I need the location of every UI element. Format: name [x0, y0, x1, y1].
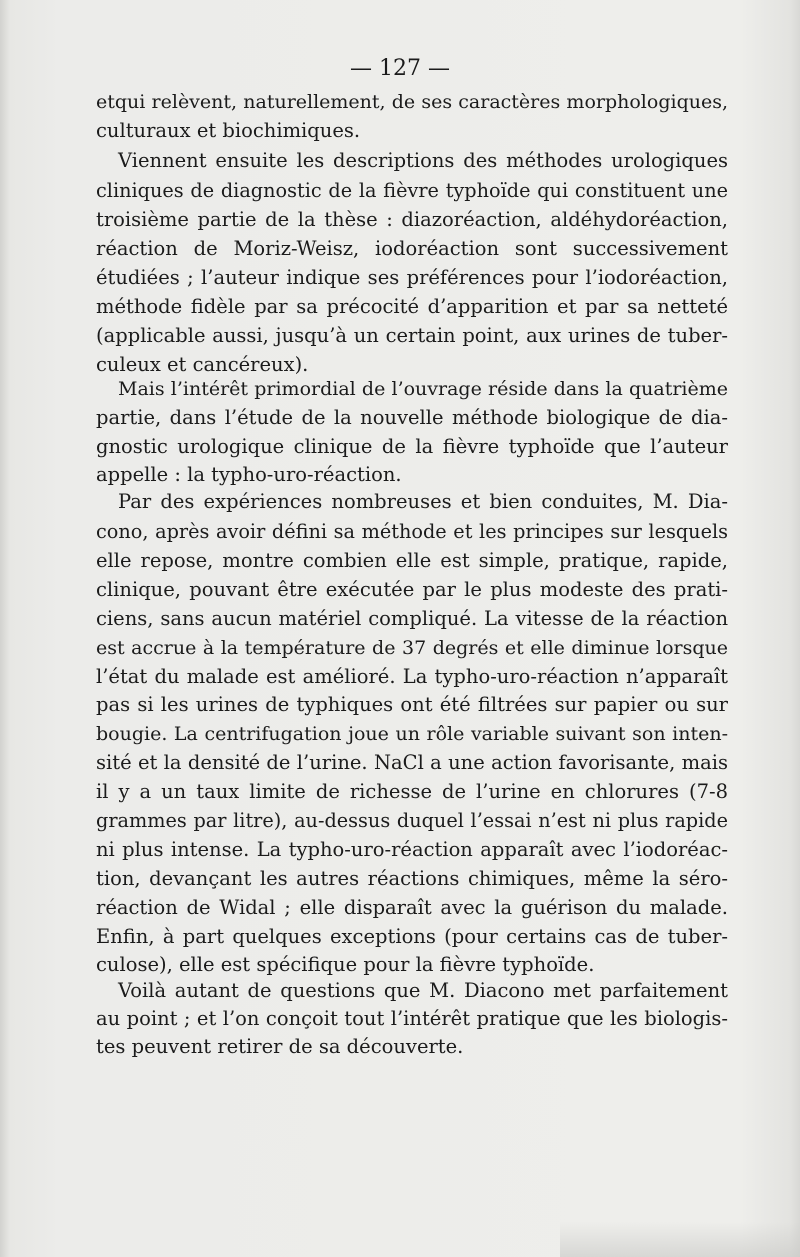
text-line: tes peuvent retirer de sa découverte.: [96, 1035, 464, 1058]
text-line: elle repose, montre combien elle est simple, pratique, rapide,: [96, 549, 728, 572]
text-line: tion, devançant les autres réactions chimiques, même la séro-: [96, 867, 728, 890]
text-line: gnostic urologique clinique de la fièvre typhoïde que l’auteur: [96, 435, 728, 458]
text-line: partie, dans l’étude de la nouvelle méthode biologique de dia-: [96, 406, 728, 429]
text-line: ciens, sans aucun matériel compliqué. La vitesse de la réaction: [96, 607, 728, 630]
text-line: Enfin, à part quelques exceptions (pour certains cas de tuber-: [96, 925, 728, 948]
text-line: réaction de Moriz-Weisz, iodoréaction sont successivement: [96, 237, 728, 260]
text-line: au point ; et l’on conçoit tout l’intérêt pratique que les biologis-: [96, 1007, 728, 1030]
text-line: (applicable aussi, jusqu’à un certain point, aux urines de tuber-: [96, 324, 728, 347]
text-line: pas si les urines de typhiques ont été filtrées sur papier ou sur: [96, 693, 728, 716]
text-line: cliniques de diagnostic de la fièvre typhoïde qui constituent une: [96, 179, 728, 202]
text-line: culeux et cancéreux).: [96, 353, 309, 376]
text-line: Viennent ensuite les descriptions des méthodes urologiques: [118, 149, 728, 172]
text-line: est accrue à la température de 37 degrés et elle diminue lorsque: [96, 637, 728, 659]
text-line: méthode fidèle par sa précocité d’apparition et par sa netteté: [96, 295, 728, 318]
text-line: l’état du malade est amélioré. La typho-uro-réaction n’apparaît: [96, 665, 728, 688]
text-line: clinique, pouvant être exécutée par le plus modeste des prati-: [96, 578, 728, 601]
text-line: bougie. La centrifugation joue un rôle variable suivant son inten-: [96, 723, 728, 745]
text-line: appelle : la typho-uro-réaction.: [96, 463, 402, 486]
text-line: etqui relèvent, naturellement, de ses caractères morphologiques,: [96, 91, 728, 113]
text-line: Mais l’intérêt primordial de l’ouvrage réside dans la quatrième: [118, 378, 728, 400]
page-number: — 127 —: [350, 56, 450, 81]
text-line: étudiées ; l’auteur indique ses préférences pour l’iodoréaction,: [96, 266, 728, 289]
text-line: culose), elle est spécifique pour la fièvre typhoïde.: [96, 953, 595, 976]
text-line: ni plus intense. La typho-uro-réaction apparaît avec l’iodoréac-: [96, 838, 728, 861]
text-line: il y a un taux limite de richesse de l’urine en chlorures (7-8: [96, 780, 728, 803]
text-line: culturaux et biochimiques.: [96, 119, 361, 142]
text-line: sité et la densité de l’urine. NaCl a une action favorisante, mais: [96, 751, 728, 774]
text-line: Voilà autant de questions que M. Diacono met parfaitement: [118, 979, 728, 1002]
page-edge-shadow: [560, 1222, 800, 1257]
text-line: réaction de Widal ; elle disparaît avec la guérison du malade.: [96, 896, 728, 919]
text-line: cono, après avoir défini sa méthode et les principes sur lesquels: [96, 520, 728, 543]
text-line: troisième partie de la thèse : diazoréaction, aldéhydoréaction,: [96, 208, 728, 231]
text-line: Par des expériences nombreuses et bien conduites, M. Dia-: [118, 490, 728, 513]
text-line: grammes par litre), au-dessus duquel l’essai n’est ni plus rapide: [96, 809, 728, 832]
